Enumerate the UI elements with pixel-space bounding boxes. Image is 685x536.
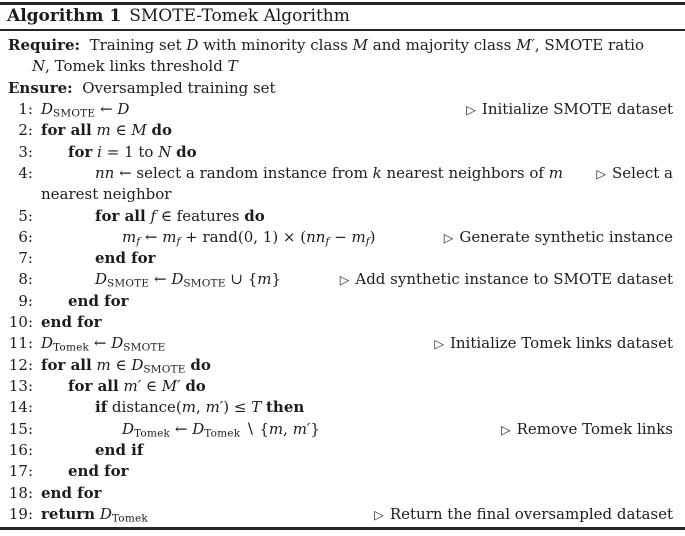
text-segment: end for xyxy=(41,483,102,502)
text-segment: ∈ xyxy=(110,121,132,140)
text-segment: if xyxy=(95,398,108,417)
text-segment: Tomek xyxy=(111,512,148,525)
code-text xyxy=(41,120,172,141)
code-text xyxy=(41,312,102,333)
line-number: 17: xyxy=(8,462,33,481)
text-segment: m xyxy=(122,227,137,246)
text-segment: Tomek xyxy=(53,341,90,354)
text-segment: D xyxy=(41,334,54,353)
text-segment: nn xyxy=(306,227,326,246)
text-segment: ∈ xyxy=(110,355,132,374)
code-text xyxy=(122,419,320,445)
code-line xyxy=(8,376,673,397)
code-text xyxy=(95,440,143,461)
code-text xyxy=(68,461,129,482)
code-text xyxy=(41,184,171,205)
text-segment: ∖ { xyxy=(240,419,269,438)
text-segment: m′ xyxy=(205,398,224,417)
text-segment: D xyxy=(122,419,135,438)
line-number: 3: xyxy=(18,142,33,161)
line-number: 7: xyxy=(18,249,33,268)
code-text xyxy=(95,397,304,418)
text-segment: Tomek xyxy=(204,427,241,440)
comment-triangle-icon: ▷ xyxy=(443,229,454,245)
text-segment: ) xyxy=(369,227,376,246)
text-segment: f xyxy=(365,235,370,248)
text-segment: T xyxy=(227,57,238,76)
code-text xyxy=(95,163,563,184)
inline-comment xyxy=(458,99,673,120)
text-segment: − xyxy=(329,227,352,246)
text-segment: for all xyxy=(41,121,92,140)
code-text xyxy=(122,227,375,253)
text-segment: , xyxy=(196,398,206,417)
text-segment: , xyxy=(283,419,293,438)
code-line xyxy=(8,142,673,163)
text-segment: nn xyxy=(95,163,115,182)
text-segment: D xyxy=(41,99,54,118)
comment-text: Initialize Tomek links dataset xyxy=(449,334,673,353)
text-segment: for all xyxy=(95,206,146,225)
text-segment: Ensure: xyxy=(8,78,73,97)
comment-triangle-icon: ▷ xyxy=(500,421,511,437)
text-segment: nearest neighbors of xyxy=(381,163,549,182)
text-segment: N xyxy=(158,142,172,161)
code-line xyxy=(8,99,673,120)
text-segment: ← xyxy=(170,419,193,438)
comment-text: Remove Tomek links xyxy=(516,419,673,438)
text-segment: ) ≤ xyxy=(223,398,252,417)
text-segment: return xyxy=(41,504,96,523)
code-line xyxy=(8,419,673,440)
code-line xyxy=(8,333,673,354)
text-segment: Oversampled training set xyxy=(72,78,276,97)
inline-comment xyxy=(366,504,673,525)
code-text xyxy=(68,291,129,312)
code-line xyxy=(8,206,673,227)
text-segment: m xyxy=(96,355,111,374)
text-segment: k xyxy=(372,163,382,182)
code-line xyxy=(8,504,673,525)
text-segment: D xyxy=(117,99,130,118)
text-segment: SMOTE xyxy=(53,107,96,120)
code-line xyxy=(8,312,673,333)
code-text xyxy=(95,206,265,227)
text-segment: for xyxy=(68,142,93,161)
comment-text: Generate synthetic instance xyxy=(459,227,673,246)
inline-comment xyxy=(426,333,673,354)
text-segment: m xyxy=(268,419,284,438)
code-line xyxy=(8,227,673,248)
code-text xyxy=(95,248,156,269)
line-number: 9: xyxy=(18,291,33,310)
line-number: 19: xyxy=(8,504,33,523)
text-segment: do xyxy=(244,206,265,225)
code-text xyxy=(68,376,206,397)
comment-triangle-icon: ▷ xyxy=(434,336,444,352)
algorithm-header xyxy=(7,4,675,28)
comment-text: Return the final oversampled dataset xyxy=(389,504,673,523)
text-segment: D xyxy=(171,270,184,289)
text-segment: D xyxy=(192,419,205,438)
comment-triangle-icon: ▷ xyxy=(374,506,384,522)
text-segment: m xyxy=(162,227,177,246)
text-segment: for all xyxy=(68,377,119,395)
line-number: 15: xyxy=(8,419,33,438)
text-segment: do xyxy=(190,355,211,374)
inline-comment xyxy=(332,269,673,290)
text-segment: SMOTE xyxy=(123,341,166,354)
text-segment: SMOTE xyxy=(143,363,186,376)
text-segment: D xyxy=(99,504,112,523)
algorithm-title: SMOTE-Tomek Algorithm xyxy=(129,6,350,26)
text-segment: } xyxy=(310,419,320,438)
line-number: 10: xyxy=(8,313,33,332)
code-text xyxy=(8,35,644,56)
text-segment: f xyxy=(136,235,141,248)
text-segment: } xyxy=(271,270,282,289)
inline-comment xyxy=(588,163,673,184)
text-segment: do xyxy=(185,377,206,395)
comment-triangle-icon: ▷ xyxy=(596,165,607,181)
code-line xyxy=(8,440,673,461)
text-segment: f xyxy=(176,235,181,248)
text-segment: ∈ xyxy=(141,377,162,395)
code-line xyxy=(8,483,673,504)
code-text xyxy=(41,483,102,504)
line-number: 11: xyxy=(8,334,33,353)
text-segment: m′ xyxy=(123,377,142,395)
line-number: 1: xyxy=(18,99,33,118)
header-divider-rule xyxy=(0,29,685,31)
text-segment: D xyxy=(131,355,144,374)
text-segment: D xyxy=(186,36,199,54)
preamble-line xyxy=(8,78,673,99)
text-segment: SMOTE xyxy=(183,277,226,290)
text-segment: m xyxy=(548,163,563,182)
text-segment: m xyxy=(96,121,111,140)
comment-text: Add synthetic instance to SMOTE dataset xyxy=(355,270,673,289)
comment-text: Select a xyxy=(612,163,673,182)
text-segment: SMOTE xyxy=(107,277,150,290)
code-text xyxy=(41,504,148,530)
text-segment: , Tomek links threshold xyxy=(45,57,228,76)
comment-text: Initialize SMOTE dataset xyxy=(481,99,673,118)
text-segment: ← xyxy=(140,227,163,246)
text-segment: end if xyxy=(95,440,144,459)
text-segment: = 1 to xyxy=(101,142,159,161)
algorithm-body xyxy=(8,35,673,525)
code-text xyxy=(68,142,197,163)
comment-triangle-icon: ▷ xyxy=(466,101,476,117)
text-segment: end for xyxy=(68,462,129,481)
inline-comment xyxy=(493,419,673,440)
code-text xyxy=(8,78,276,99)
code-line xyxy=(8,397,673,418)
line-number: 18: xyxy=(8,483,33,502)
text-segment: ← select a random instance from xyxy=(114,163,373,182)
line-number: 12: xyxy=(8,355,33,374)
bottom-rule xyxy=(0,527,685,530)
text-segment: nearest neighbor xyxy=(41,185,172,204)
text-segment: and majority class xyxy=(367,36,517,54)
text-segment: , SMOTE ratio xyxy=(534,36,644,54)
line-number: 14: xyxy=(8,398,33,417)
text-segment: Training set xyxy=(80,36,187,54)
text-segment: M xyxy=(352,36,368,54)
text-segment: D xyxy=(95,270,108,289)
text-segment: do xyxy=(176,142,197,161)
text-segment: m′ xyxy=(292,419,311,438)
code-line xyxy=(8,269,673,290)
text-segment: ← xyxy=(149,270,172,289)
text-segment: end for xyxy=(41,313,102,332)
code-text xyxy=(32,56,238,77)
text-segment: M xyxy=(131,121,147,140)
line-number: 5: xyxy=(18,206,33,225)
text-segment: end for xyxy=(95,249,156,268)
algorithm-number-label: Algorithm 1 xyxy=(7,6,122,26)
text-segment: ← xyxy=(95,99,118,118)
comment-triangle-icon: ▷ xyxy=(339,272,350,288)
text-segment: Tomek xyxy=(134,427,171,440)
text-segment: distance( xyxy=(107,398,182,417)
text-segment: m xyxy=(351,227,366,246)
code-line xyxy=(8,120,673,141)
text-segment: do xyxy=(151,121,172,140)
preamble-line xyxy=(8,56,673,77)
text-segment: ← xyxy=(89,334,112,353)
text-segment: m xyxy=(257,270,272,289)
text-segment: M′ xyxy=(516,36,535,54)
text-segment: M′ xyxy=(161,377,181,395)
text-segment: + rand(0, 1) × ( xyxy=(180,227,307,246)
code-line xyxy=(8,291,673,312)
text-segment: then xyxy=(265,398,305,417)
text-segment: ∪ { xyxy=(225,270,258,289)
text-segment: Require: xyxy=(8,36,81,54)
text-segment: end for xyxy=(68,291,129,310)
text-segment: D xyxy=(111,334,124,353)
text-segment: f xyxy=(150,206,157,225)
code-line xyxy=(8,163,673,184)
inline-comment xyxy=(436,227,673,248)
code-line xyxy=(8,461,673,482)
preamble-line xyxy=(8,35,673,56)
text-segment: with minority class xyxy=(198,36,353,54)
text-segment: i xyxy=(97,142,102,161)
code-line xyxy=(8,184,673,205)
text-segment: T xyxy=(251,398,262,417)
text-segment: m xyxy=(181,398,197,417)
line-number: 2: xyxy=(18,121,33,140)
text-segment: for all xyxy=(41,355,92,374)
line-number: 13: xyxy=(8,377,33,395)
text-segment: f xyxy=(325,235,330,248)
text-segment: N xyxy=(32,57,46,76)
line-number: 4: xyxy=(18,163,33,182)
code-line xyxy=(8,355,673,376)
line-number: 16: xyxy=(8,440,33,459)
text-segment: ∈ features xyxy=(156,206,245,225)
line-number: 6: xyxy=(18,227,33,246)
line-number: 8: xyxy=(18,270,33,289)
